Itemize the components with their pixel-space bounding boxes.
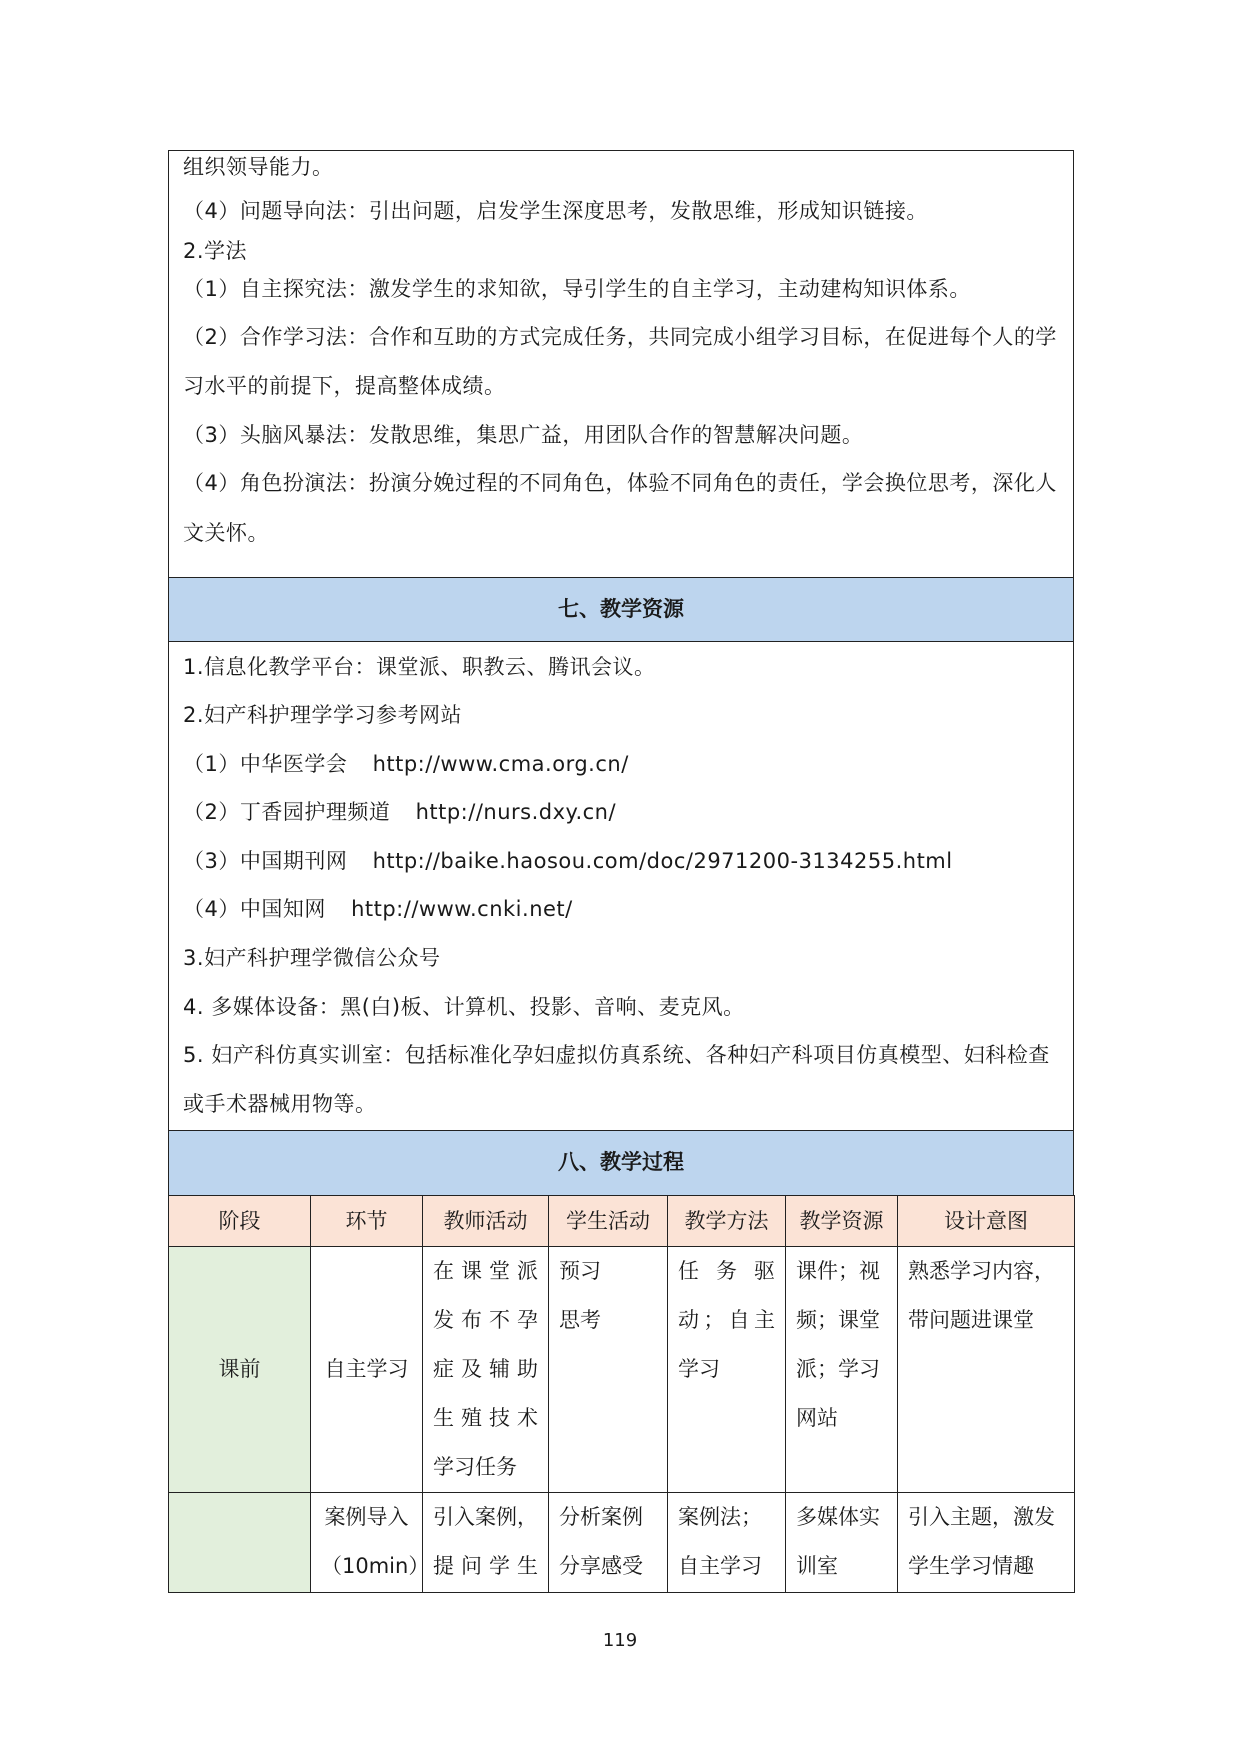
resource-2: 2.妇产科护理学学习参考网站	[183, 703, 463, 727]
teacher-activity-cell: 引入案例， 提问学生	[423, 1493, 549, 1593]
section-8-header: 八、教学过程	[168, 1130, 1074, 1196]
resource-2-4-name: （4）中国知网	[183, 897, 326, 921]
col-header-teaching-resource: 教学资源	[786, 1196, 898, 1247]
study-method-2-line1: （2）合作学习法：合作和互助的方式完成任务，共同完成小组学习目标，在促进每个人的学	[183, 325, 1057, 349]
teacher-activity-cell: 在课堂派 发布不孕 症及辅助 生殖技术 学习任务	[423, 1247, 549, 1493]
resource-5-line2: 或手术器械用物等。	[183, 1092, 377, 1116]
section-7-header: 七、教学资源	[168, 577, 1074, 642]
design-intent-cell: 引入主题，激发 学生学习情趣	[898, 1493, 1075, 1593]
study-method-3: （3）头脑风暴法：发散思维，集思广益，用团队合作的智慧解决问题。	[183, 423, 864, 447]
study-method-4-line1: （4）角色扮演法：扮演分娩过程的不同角色，体验不同角色的责任，学会换位思考，深化人	[183, 471, 1057, 495]
stage-cell: 课前	[169, 1247, 311, 1493]
study-methods-title: 2.学法	[183, 239, 248, 263]
design-intent-cell: 熟悉学习内容， 带问题进课堂	[898, 1247, 1075, 1493]
table-row	[169, 1247, 1075, 1493]
resource-4: 4. 多媒体设备：黑(白)板、计算机、投影、音响、麦克风。	[183, 995, 745, 1019]
teaching-methods-cell	[168, 150, 1074, 578]
resource-2-3	[183, 845, 953, 875]
col-header-teacher-activity: 教师活动	[423, 1196, 549, 1247]
resource-5-line1: 5. 妇产科仿真实训室：包括标准化孕妇虚拟仿真系统、各种妇产科项目仿真模型、妇科检查	[183, 1043, 1050, 1067]
table-header-row	[169, 1196, 1075, 1247]
methods-continuation: 组织领导能力。	[183, 155, 334, 179]
table-row	[169, 1493, 1075, 1593]
teaching-resource-cell: 课件；视 频；课堂 派；学习 网站	[786, 1247, 898, 1493]
teaching-process-table	[168, 1195, 1075, 1593]
col-header-step: 环节	[311, 1196, 423, 1247]
student-activity-cell: 分析案例 分享感受	[549, 1493, 668, 1593]
col-header-design-intent: 设计意图	[898, 1196, 1075, 1247]
resource-2-1-name: （1）中华医学会	[183, 752, 348, 776]
teaching-method-cell: 任务驱 动；自主 学习	[668, 1247, 786, 1493]
teaching-method-cell: 案例法； 自主学习	[668, 1493, 786, 1593]
stage-cell	[169, 1493, 311, 1593]
teaching-resources-cell	[168, 641, 1074, 1131]
study-method-4-line2: 文关怀。	[183, 521, 269, 545]
col-header-student-activity: 学生活动	[549, 1196, 668, 1247]
step-cell: 案例导入 （10min）	[311, 1493, 423, 1593]
resource-1: 1.信息化教学平台：课堂派、职教云、腾讯会议。	[183, 655, 656, 679]
resource-2-2-url[interactable]: http://nurs.dxy.cn/	[415, 800, 617, 824]
resource-2-2-name: （2）丁香园护理频道	[183, 800, 391, 824]
resource-2-1-url[interactable]: http://www.cma.org.cn/	[372, 752, 629, 776]
teaching-resource-cell: 多媒体实 训室	[786, 1493, 898, 1593]
teaching-method-4: （4）问题导向法：引出问题，启发学生深度思考，发散思维，形成知识链接。	[183, 199, 928, 223]
resource-2-3-url[interactable]: http://baike.haosou.com/doc/2971200-3134255.html	[372, 849, 953, 873]
step-cell: 自主学习	[311, 1247, 423, 1493]
page-number: 119	[602, 1630, 638, 1651]
resource-2-4	[183, 893, 573, 923]
resource-3: 3.妇产科护理学微信公众号	[183, 946, 441, 970]
student-activity-cell: 预习 思考	[549, 1247, 668, 1493]
col-header-teaching-method: 教学方法	[668, 1196, 786, 1247]
study-method-1: （1）自主探究法：激发学生的求知欲，导引学生的自主学习，主动建构知识体系。	[183, 277, 971, 301]
col-header-stage: 阶段	[169, 1196, 311, 1247]
resource-2-2	[183, 796, 616, 826]
resource-2-1	[183, 748, 629, 778]
resource-2-4-url[interactable]: http://www.cnki.net/	[351, 897, 573, 921]
resource-2-3-name: （3）中国期刊网	[183, 849, 348, 873]
study-method-2-line2: 习水平的前提下，提高整体成绩。	[183, 374, 506, 398]
